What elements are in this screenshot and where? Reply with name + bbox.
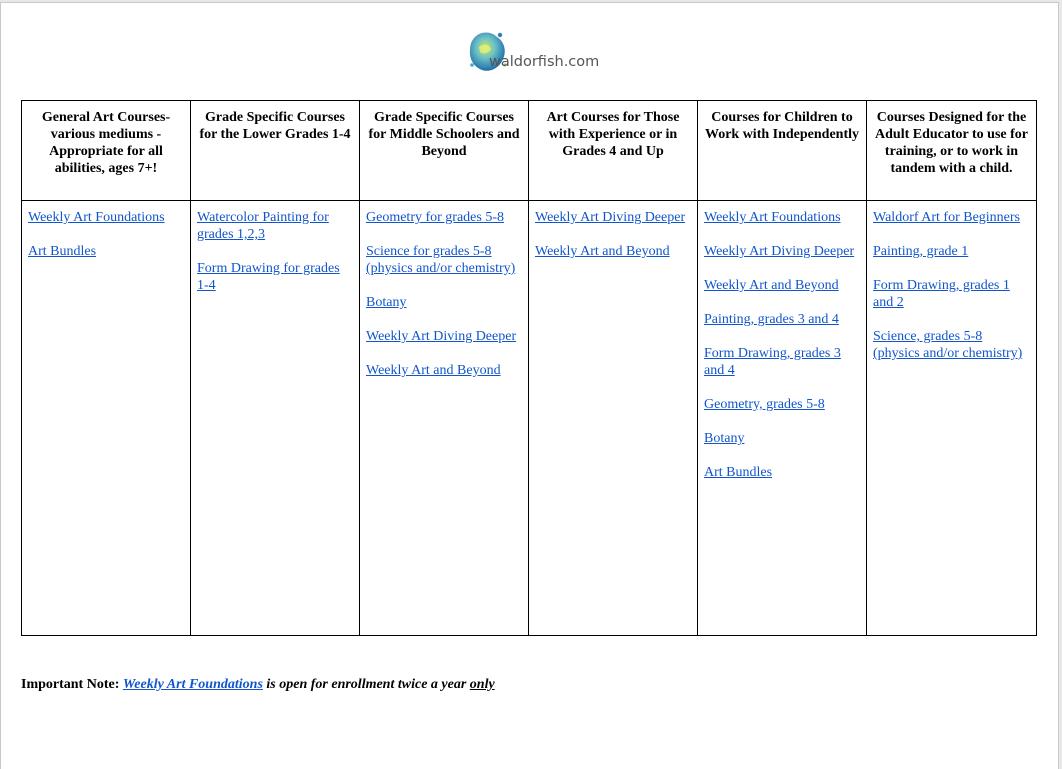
link-botany[interactable]: Botany (704, 431, 745, 446)
note-text: is open for enrollment twice a year (262, 677, 470, 692)
logo-text: waldorfish.com (489, 54, 600, 70)
cell-lower-grades (191, 201, 360, 636)
link-art-bundles[interactable]: Art Bundles (704, 465, 773, 480)
header-row (22, 101, 1037, 201)
link-form-drawing-1-2[interactable]: Form Drawing, grades 1 and 2 (873, 278, 1010, 310)
course-row (22, 201, 1037, 636)
link-weekly-art-and-beyond[interactable]: Weekly Art and Beyond (535, 244, 670, 259)
link-weekly-art-and-beyond[interactable]: Weekly Art and Beyond (366, 363, 501, 378)
cell-adult-educator (867, 201, 1037, 636)
courses-table (21, 100, 1037, 636)
link-form-drawing-3-4[interactable]: Form Drawing, grades 3 and 4 (704, 346, 841, 378)
header-independent: Courses for Children to Work with Independently (698, 101, 867, 201)
note-label: Important Note: (21, 677, 120, 692)
header-middle-school: Grade Specific Courses for Middle Schoolers and Beyond (360, 101, 529, 201)
link-watercolor-painting[interactable]: Watercolor Painting for grades 1,2,3 (197, 210, 329, 242)
link-painting-3-4[interactable]: Painting, grades 3 and 4 (704, 312, 839, 327)
site-logo[interactable] (467, 29, 600, 75)
link-art-bundles[interactable]: Art Bundles (28, 244, 97, 259)
important-note (21, 676, 495, 693)
link-form-drawing-1-4[interactable]: Form Drawing for grades 1-4 (197, 261, 340, 293)
header-lower-grades: Grade Specific Courses for the Lower Grades 1-4 (191, 101, 360, 201)
link-botany[interactable]: Botany (366, 295, 407, 310)
link-science-5-8[interactable]: Science, grades 5-8 (physics and/or chemistry) (873, 329, 1023, 361)
cell-experienced (529, 201, 698, 636)
link-painting-grade-1[interactable]: Painting, grade 1 (873, 244, 969, 259)
link-geometry-5-8[interactable]: Geometry, grades 5-8 (704, 397, 825, 412)
header-experienced: Art Courses for Those with Experience or in Grades 4 and Up (529, 101, 698, 201)
link-weekly-art-and-beyond[interactable]: Weekly Art and Beyond (704, 278, 839, 293)
cell-general-art (22, 201, 191, 636)
link-geometry-5-8[interactable]: Geometry for grades 5-8 (366, 210, 505, 225)
cell-independent (698, 201, 867, 636)
link-weekly-art-foundations[interactable]: Weekly Art Foundations (28, 210, 165, 225)
cell-middle-school (360, 201, 529, 636)
note-only: only (469, 677, 495, 692)
link-weekly-art-diving-deeper[interactable]: Weekly Art Diving Deeper (535, 210, 686, 225)
link-weekly-art-foundations[interactable]: Weekly Art Foundations (704, 210, 841, 225)
document-page (0, 2, 1059, 769)
note-link-weekly-art-foundations[interactable]: Weekly Art Foundations (122, 677, 263, 692)
link-weekly-art-diving-deeper[interactable]: Weekly Art Diving Deeper (704, 244, 855, 259)
link-weekly-art-diving-deeper[interactable]: Weekly Art Diving Deeper (366, 329, 517, 344)
link-waldorf-art-beginners[interactable]: Waldorf Art for Beginners (873, 210, 1020, 225)
header-general-art: General Art Courses- various mediums - Appropriate for all abilities, ages 7+! (22, 101, 191, 201)
header-adult-educator: Courses Designed for the Adult Educator to use for training, or to work in tandem with a child. (867, 101, 1037, 201)
link-science-5-8[interactable]: Science for grades 5-8 (physics and/or chemistry) (366, 244, 516, 276)
